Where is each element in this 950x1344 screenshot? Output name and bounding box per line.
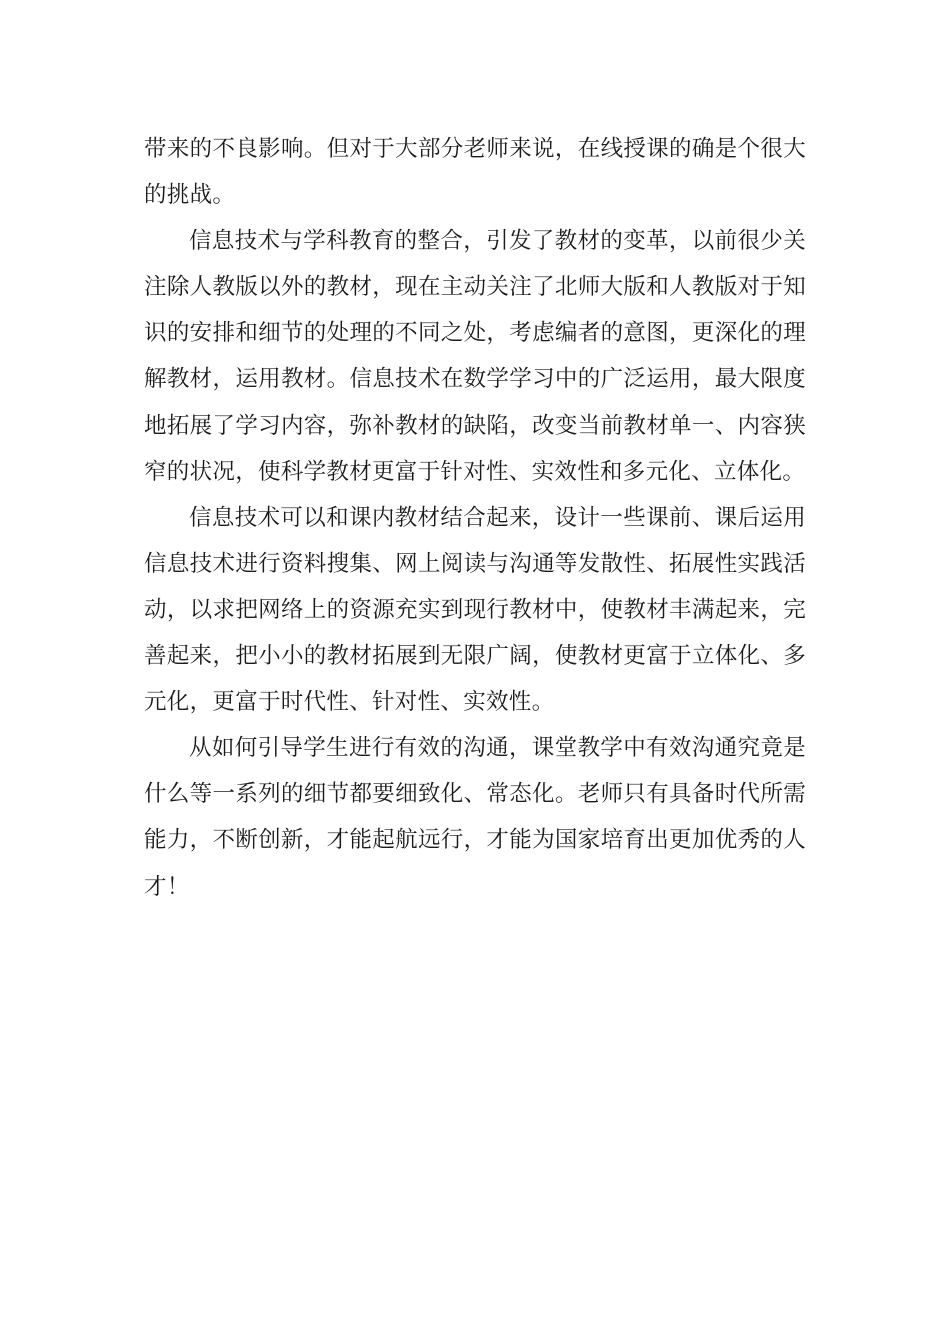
paragraph-3: 信息技术可以和课内教材结合起来，设计一些课前、课后运用信息技术进行资料搜集、网上阅读与沟通等发散性、拓展性实践活动，以求把网络上的资源充实到现行教材中，使教材丰满起来，完善起来，把小小的教材拓展到无限广阔，使教材更富于立体化、多元化，更富于时代性、针对性、实效性。 [144,504,806,716]
document-body [144,126,806,910]
paragraph-1: 带来的不良影响。但对于大部分老师来说，在线授课的确是个很大的挑战。 [144,136,806,209]
paragraph-2: 信息技术与学科教育的整合，引发了教材的变革，以前很少关注除人教版以外的教材，现在主动关注了北师大版和人教版对于知识的安排和细节的处理的不同之处，考虑编者的意图，更深化的理解教材，运用教材。信息技术在数学学习中的广泛运用，最大限度地拓展了学习内容，弥补教材的缺陷，改变当前教材单一、内容狭窄的状况，使科学教材更富于针对性、实效性和多元化、立体化。 [144,228,806,485]
paragraph-4: 从如何引导学生进行有效的沟通，课堂教学中有效沟通究竟是什么等一系列的细节都要细致化、常态化。老师只有具备时代所需能力，不断创新，才能起航远行，才能为国家培育出更加优秀的人才！ [144,735,806,900]
